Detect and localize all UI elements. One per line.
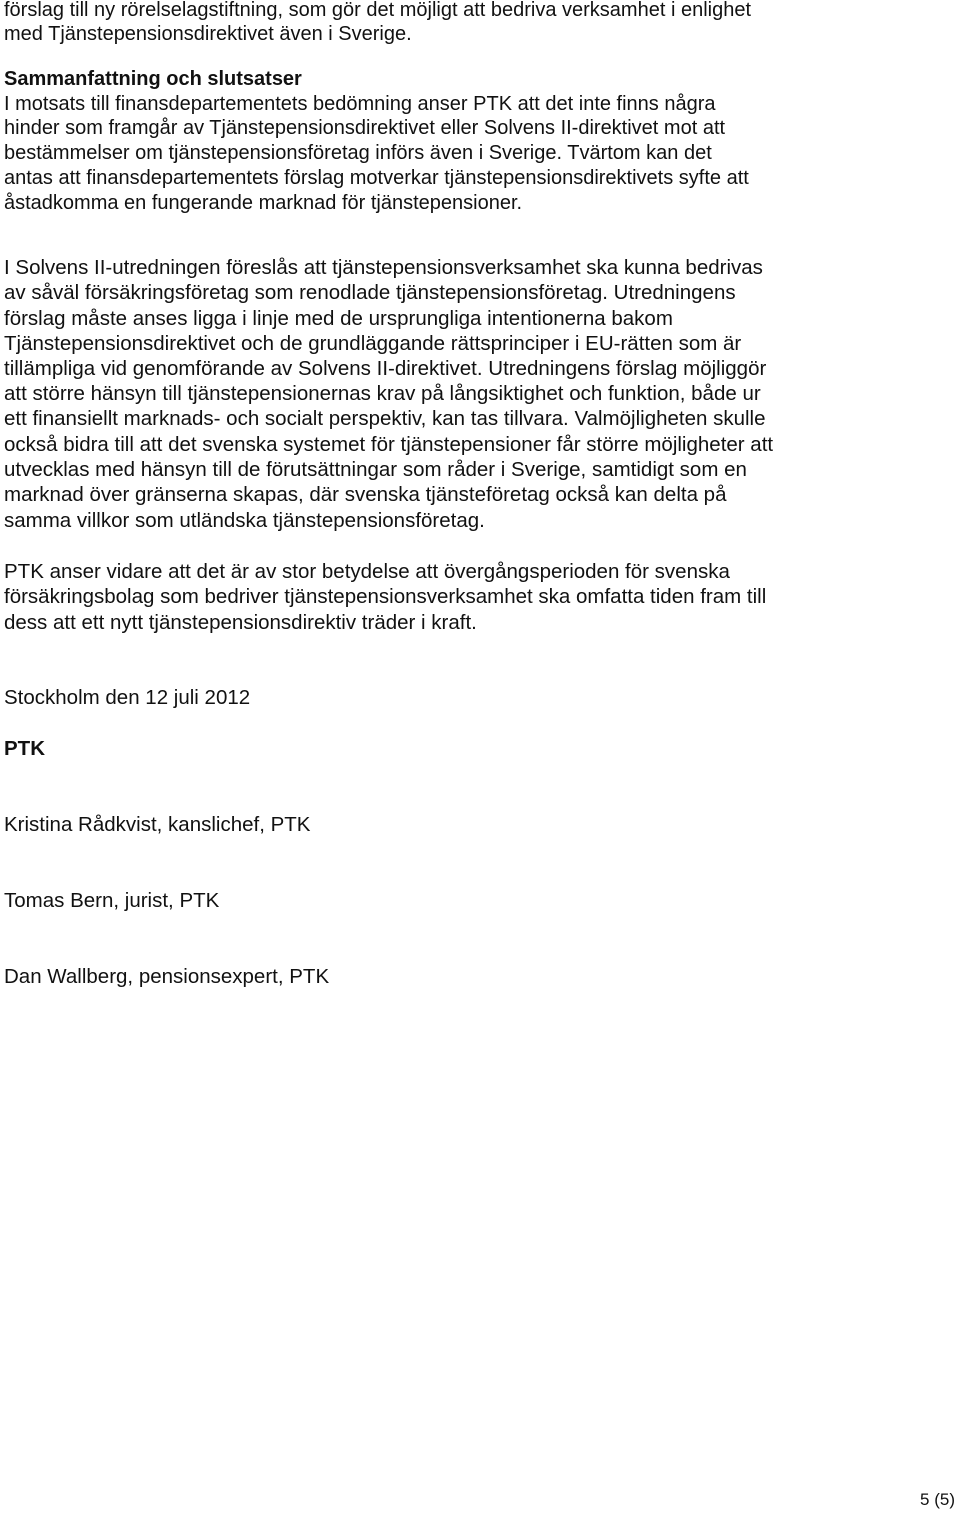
paragraph-1-line: hinder som framgår av Tjänstepensionsdirektivet eller Solvens II-direktivet mot att [4, 117, 726, 139]
paragraph-2-line: marknad över gränserna skapas, där svenska tjänsteföretag också kan delta på [4, 483, 727, 506]
paragraph-1-line: antas att finansdepartementets förslag motverkar tjänstepensionsdirektivets syfte att [4, 167, 749, 189]
paragraph-2-line: av såväl försäkringsföretag som renodlade tjänstepensionsföretag. Utredningens [4, 281, 736, 304]
paragraph-3-line: dess att ett nytt tjänstepensionsdirektiv träder i kraft. [4, 611, 477, 634]
signatory: Tomas Bern, jurist, PTK [4, 889, 220, 912]
signatory: Dan Wallberg, pensionsexpert, PTK [4, 965, 330, 988]
organisation-name: PTK [4, 737, 45, 760]
paragraph-2-line: I Solvens II-utredningen föreslås att tjänstepensionsverksamhet ska kunna bedrivas [4, 256, 763, 279]
page-number: 5 (5) [920, 1490, 955, 1509]
paragraph-2-line: samma villkor som utländska tjänstepensionsföretag. [4, 509, 485, 532]
intro-line: förslag till ny rörelselagstiftning, som gör det möjligt att bedriva verksamhet i enlighet [4, 0, 752, 21]
paragraph-2-line: också bidra till att det svenska systemet för tjänstepensioner får större möjligheter att [4, 433, 774, 456]
paragraph-2-line: förslag måste anses ligga i linje med de ursprungliga intentionerna bakom [4, 307, 673, 330]
paragraph-2-line: Tjänstepensionsdirektivet och de grundläggande rättsprinciper i EU-rätten som är [4, 332, 742, 355]
paragraph-2-line: tillämpliga vid genomförande av Solvens II-direktivet. Utredningens förslag möjliggör [4, 357, 767, 380]
section-heading: Sammanfattning och slutsatser [4, 68, 302, 90]
paragraph-1-line: bestämmelser om tjänstepensionsföretag införs även i Sverige. Tvärtom kan det [4, 142, 712, 164]
paragraph-2-line: ett finansiellt marknads- och socialt perspektiv, kan tas tillvara. Valmöjligheten skulle [4, 407, 766, 430]
paragraph-1-line: I motsats till finansdepartementets bedömning anser PTK att det inte finns några [4, 93, 716, 115]
intro-line: med Tjänstepensionsdirektivet även i Sverige. [4, 23, 412, 45]
place-date: Stockholm den 12 juli 2012 [4, 686, 251, 709]
paragraph-2-line: att större hänsyn till tjänstepensionernas krav på långsiktighet och funktion, både ur [4, 382, 761, 405]
paragraph-3-line: försäkringsbolag som bedriver tjänstepensionsverksamhet ska omfatta tiden fram till [4, 585, 767, 608]
paragraph-2-line: utvecklas med hänsyn till de förutsättningar som råder i Sverige, samtidigt som en [4, 458, 747, 481]
signatory: Kristina Rådkvist, kanslichef, PTK [4, 813, 311, 836]
paragraph-1-line: åstadkomma en fungerande marknad för tjänstepensioner. [4, 192, 523, 214]
paragraph-3-line: PTK anser vidare att det är av stor betydelse att övergångsperioden för svenska [4, 560, 730, 583]
